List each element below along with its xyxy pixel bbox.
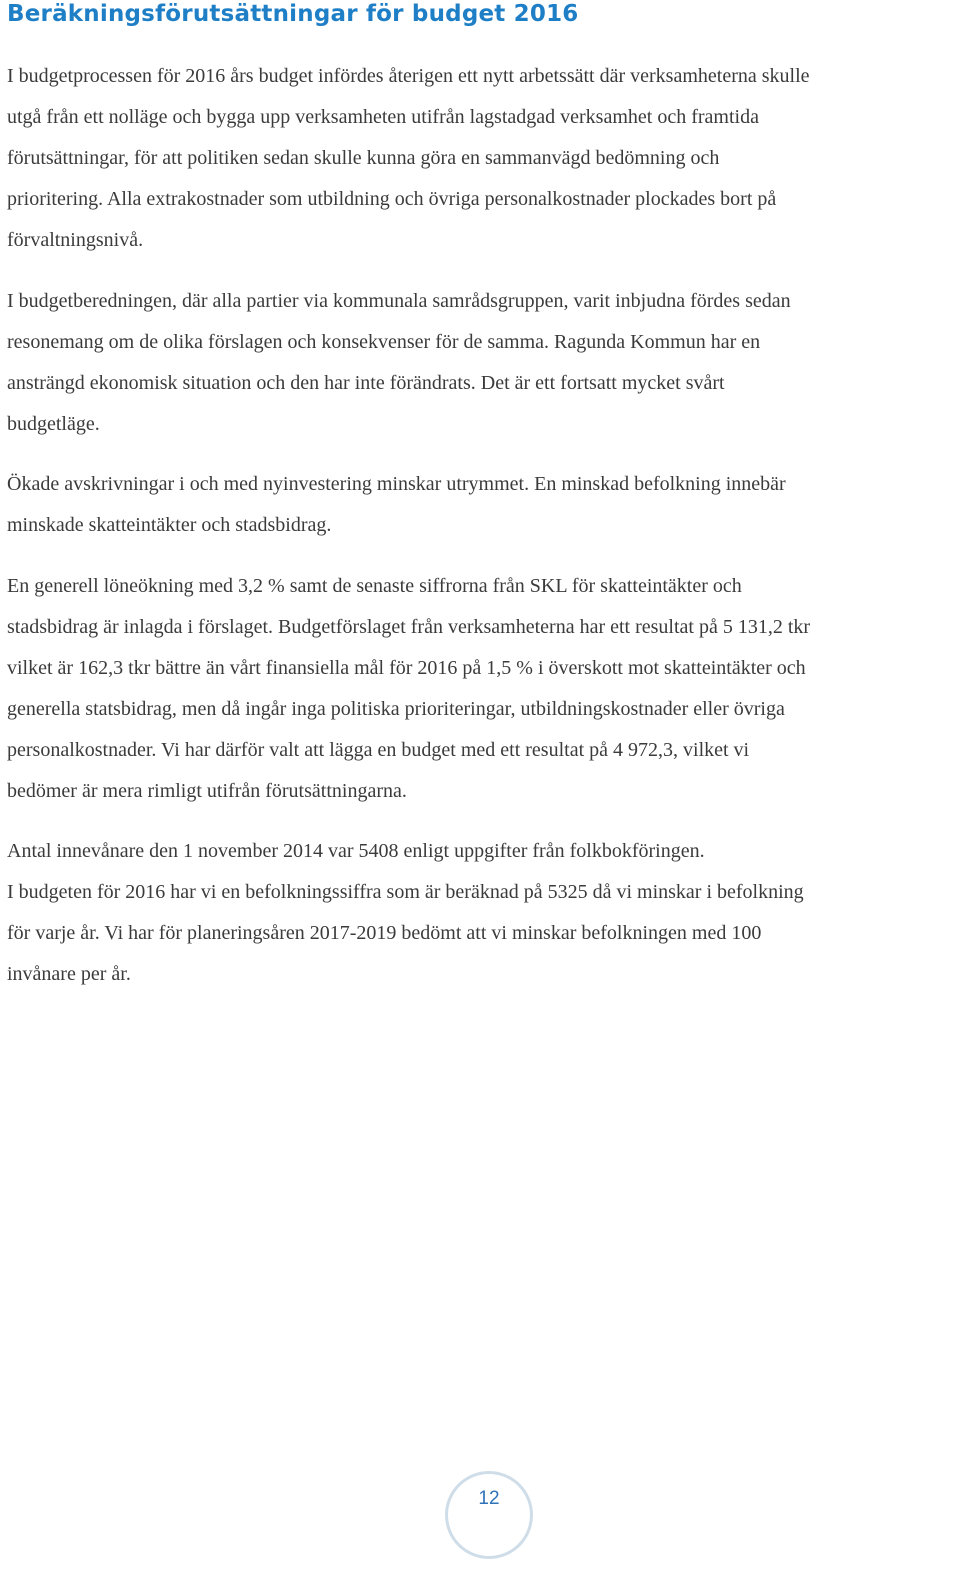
paragraph-depreciation	[7, 464, 952, 546]
paragraph-budget-process	[7, 56, 952, 261]
text-line: minskade skatteintäkter och stadsbidrag.	[7, 514, 332, 536]
text-line: Ökade avskrivningar i och med nyinvestering minskar utrymmet. En minskad befolkning innebär	[7, 473, 786, 495]
paragraph-budget-preparation	[7, 281, 952, 445]
text-line: En generell löneökning med 3,2 % samt de senaste siffrorna från SKL för skatteintäkter och	[7, 575, 742, 597]
text-line: ansträngd ekonomisk situation och den har inte förändrats. Det är ett fortsatt mycket svårt	[7, 372, 725, 394]
text-line: generella statsbidrag, men då ingår inga politiska prioriteringar, utbildningskostnader eller övriga	[7, 698, 785, 720]
text-line: Antal innevånare den 1 november 2014 var 5408 enligt uppgifter från folkbokföringen.	[7, 840, 705, 862]
text-line: för varje år. Vi har för planeringsåren 2017-2019 bedömt att vi minskar befolkningen med 100	[7, 922, 762, 944]
text-line: budgetläge.	[7, 413, 100, 435]
page-number: 12	[478, 1487, 500, 1509]
text-line: resonemang om de olika förslagen och konsekvenser för de samma. Ragunda Kommun har en	[7, 331, 761, 353]
text-line: utgå från ett nolläge och bygga upp verksamheten utifrån lagstadgad verksamhet och framtida	[7, 106, 759, 128]
text-line: bedömer är mera rimligt utifrån förutsättningarna.	[7, 780, 407, 802]
text-line: I budgetprocessen för 2016 års budget infördes återigen ett nytt arbetssätt där verksamheterna skulle	[7, 65, 810, 87]
text-line: förutsättningar, för att politiken sedan skulle kunna göra en sammanvägd bedömning och	[7, 147, 720, 169]
text-line: vilket är 162,3 tkr bättre än vårt finansiella mål för 2016 på 1,5 % i överskott mot skatteintäkter och	[7, 657, 806, 679]
text-line: I budgeten för 2016 har vi en befolkningssiffra som är beräknad på 5325 då vi minskar i befolkning	[7, 881, 804, 903]
text-line: stadsbidrag är inlagda i förslaget. Budgetförslaget från verksamheterna har ett resultat på 5 131,2 tkr	[7, 616, 811, 638]
text-line: invånare per år.	[7, 963, 131, 985]
page-number-badge	[445, 1471, 533, 1559]
text-line: förvaltningsnivå.	[7, 229, 144, 251]
text-line: I budgetberedningen, där alla partier via kommunala samrådsgruppen, varit inbjudna fördes sedan	[7, 290, 791, 312]
text-line: prioritering. Alla extrakostnader som utbildning och övriga personalkostnader plockades bort på	[7, 188, 777, 210]
paragraph-budget-result	[7, 566, 952, 812]
paragraph-population	[7, 831, 952, 995]
section-heading: Beräkningsförutsättningar för budget 2016	[7, 1, 579, 27]
text-line: personalkostnader. Vi har därför valt att lägga en budget med ett resultat på 4 972,3, vilket vi	[7, 739, 750, 761]
